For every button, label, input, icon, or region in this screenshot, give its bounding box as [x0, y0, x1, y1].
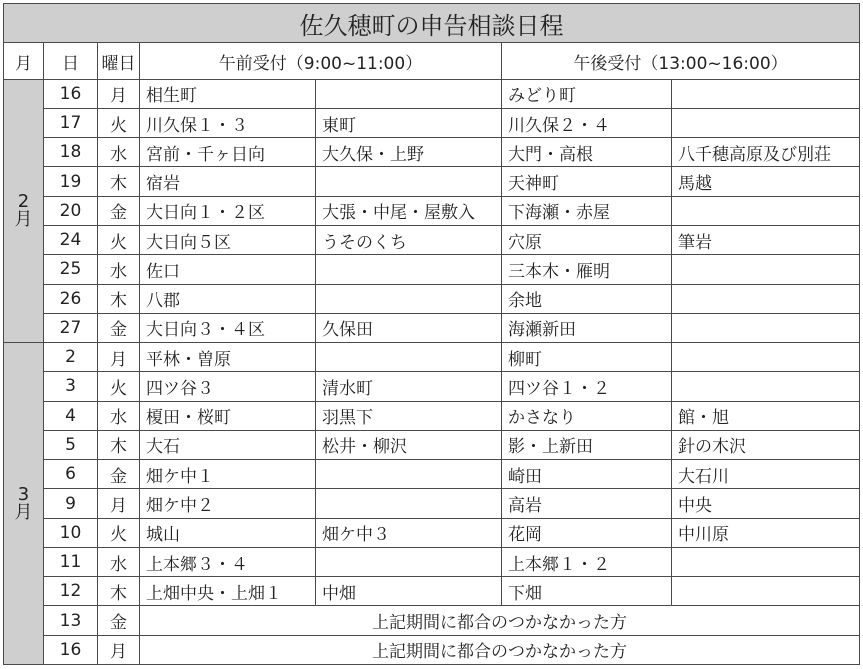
day-cell: 19 [44, 167, 98, 196]
weekday-cell: 金 [98, 313, 140, 342]
pm-district-cell [672, 343, 860, 372]
pm-district-cell: 余地 [502, 284, 672, 313]
table-row [4, 606, 860, 635]
weekday-cell: 水 [98, 138, 140, 167]
table-row [4, 226, 860, 255]
weekday-cell: 木 [98, 577, 140, 606]
table-row [4, 372, 860, 401]
weekday-cell: 水 [98, 547, 140, 576]
merged-note-cell: 上記期間に都合のつかなかった方 [140, 606, 860, 635]
table-row [4, 430, 860, 459]
am-district-cell: 松井・柳沢 [316, 430, 502, 459]
table-row [4, 138, 860, 167]
pm-district-cell: みどり町 [502, 79, 672, 108]
am-district-cell: 宮前・千ヶ日向 [140, 138, 316, 167]
am-district-cell: 相生町 [140, 79, 316, 108]
table-row [4, 518, 860, 547]
am-district-cell: 畑ケ中３ [316, 518, 502, 547]
header-weekday: 曜日 [98, 43, 140, 79]
day-cell: 13 [44, 606, 98, 635]
weekday-cell: 木 [98, 284, 140, 313]
pm-district-cell: 川久保２・４ [502, 108, 672, 137]
am-district-cell: 羽黒下 [316, 401, 502, 430]
am-district-cell: 大石 [140, 430, 316, 459]
pm-district-cell [672, 284, 860, 313]
pm-district-cell [672, 313, 860, 342]
month-number: 3 [17, 483, 30, 505]
am-district-cell [316, 167, 502, 196]
weekday-cell: 火 [98, 226, 140, 255]
header-month: 月 [4, 43, 44, 79]
weekday-cell: 月 [98, 79, 140, 108]
header-row [4, 43, 860, 79]
am-district-cell [316, 343, 502, 372]
pm-district-cell: 上本郷１・２ [502, 547, 672, 576]
am-district-cell [316, 547, 502, 576]
weekday-cell: 火 [98, 108, 140, 137]
am-district-cell [316, 79, 502, 108]
pm-district-cell: 穴原 [502, 226, 672, 255]
am-district-cell: 四ツ谷３ [140, 372, 316, 401]
am-district-cell: 八郡 [140, 284, 316, 313]
pm-district-cell: 大石川 [672, 460, 860, 489]
day-cell: 18 [44, 138, 98, 167]
am-district-cell: 榎田・桜町 [140, 401, 316, 430]
day-cell: 16 [44, 635, 98, 664]
weekday-cell: 木 [98, 167, 140, 196]
page-title: 佐久穂町の申告相談日程 [4, 4, 860, 43]
pm-district-cell: 柳町 [502, 343, 672, 372]
am-district-cell: 清水町 [316, 372, 502, 401]
pm-district-cell: 針の木沢 [672, 430, 860, 459]
header-day: 日 [44, 43, 98, 79]
header-pm: 午後受付（13:00~16:00） [502, 43, 860, 79]
pm-district-cell: 馬越 [672, 167, 860, 196]
pm-district-cell: 三本木・雁明 [502, 255, 672, 284]
pm-district-cell: 花岡 [502, 518, 672, 547]
pm-district-cell: 中川原 [672, 518, 860, 547]
pm-district-cell: 中央 [672, 489, 860, 518]
day-cell: 10 [44, 518, 98, 547]
month-label [4, 79, 44, 342]
pm-district-cell: 下海瀬・赤屋 [502, 196, 672, 225]
table-row [4, 79, 860, 108]
month-number: 2 [17, 190, 30, 212]
pm-district-cell [672, 79, 860, 108]
am-district-cell: 上本郷３・４ [140, 547, 316, 576]
weekday-cell: 金 [98, 460, 140, 489]
pm-district-cell: 海瀬新田 [502, 313, 672, 342]
table-row [4, 547, 860, 576]
table-row [4, 489, 860, 518]
weekday-cell: 水 [98, 401, 140, 430]
table-row [4, 577, 860, 606]
am-district-cell: 大日向１・２区 [140, 196, 316, 225]
am-district-cell: 畑ケ中１ [140, 460, 316, 489]
am-district-cell: 平林・曽原 [140, 343, 316, 372]
month-label [4, 343, 44, 665]
am-district-cell: 宿岩 [140, 167, 316, 196]
month-unit: 月 [14, 501, 33, 523]
weekday-cell: 火 [98, 372, 140, 401]
table-row [4, 196, 860, 225]
day-cell: 5 [44, 430, 98, 459]
day-cell: 20 [44, 196, 98, 225]
pm-district-cell: 天神町 [502, 167, 672, 196]
am-district-cell: 大張・中尾・屋敷入 [316, 196, 502, 225]
pm-district-cell [672, 108, 860, 137]
pm-district-cell: 四ツ谷１・２ [502, 372, 672, 401]
day-cell: 4 [44, 401, 98, 430]
am-district-cell: 東町 [316, 108, 502, 137]
pm-district-cell [672, 255, 860, 284]
weekday-cell: 金 [98, 196, 140, 225]
am-district-cell: 久保田 [316, 313, 502, 342]
table-row [4, 167, 860, 196]
pm-district-cell [672, 547, 860, 576]
am-district-cell [316, 284, 502, 313]
table-row [4, 460, 860, 489]
weekday-cell: 月 [98, 343, 140, 372]
weekday-cell: 木 [98, 430, 140, 459]
am-district-cell: 城山 [140, 518, 316, 547]
am-district-cell: 大日向３・４区 [140, 313, 316, 342]
pm-district-cell: 影・上新田 [502, 430, 672, 459]
weekday-cell: 水 [98, 255, 140, 284]
table-row [4, 284, 860, 313]
am-district-cell: 畑ケ中２ [140, 489, 316, 518]
day-cell: 16 [44, 79, 98, 108]
am-district-cell: 大久保・上野 [316, 138, 502, 167]
pm-district-cell: 下畑 [502, 577, 672, 606]
day-cell: 12 [44, 577, 98, 606]
table-row [4, 313, 860, 342]
day-cell: 24 [44, 226, 98, 255]
pm-district-cell: 筆岩 [672, 226, 860, 255]
month-unit: 月 [14, 208, 33, 230]
pm-district-cell: かさなり [502, 401, 672, 430]
am-district-cell: うそのくち [316, 226, 502, 255]
header-am: 午前受付（9:00~11:00） [140, 43, 502, 79]
pm-district-cell: 八千穂高原及び別荘 [672, 138, 860, 167]
day-cell: 3 [44, 372, 98, 401]
day-cell: 27 [44, 313, 98, 342]
pm-district-cell [672, 196, 860, 225]
day-cell: 2 [44, 343, 98, 372]
weekday-cell: 火 [98, 518, 140, 547]
table-row [4, 255, 860, 284]
am-district-cell [316, 460, 502, 489]
table-row [4, 401, 860, 430]
weekday-cell: 月 [98, 635, 140, 664]
am-district-cell: 佐口 [140, 255, 316, 284]
day-cell: 17 [44, 108, 98, 137]
day-cell: 25 [44, 255, 98, 284]
day-cell: 9 [44, 489, 98, 518]
am-district-cell [316, 255, 502, 284]
pm-district-cell [672, 372, 860, 401]
am-district-cell: 大日向５区 [140, 226, 316, 255]
pm-district-cell: 高岩 [502, 489, 672, 518]
table-row [4, 635, 860, 664]
am-district-cell: 上畑中央・上畑１ [140, 577, 316, 606]
pm-district-cell: 館・旭 [672, 401, 860, 430]
table-row [4, 108, 860, 137]
table-row [4, 343, 860, 372]
pm-district-cell [672, 577, 860, 606]
merged-note-cell: 上記期間に都合のつかなかった方 [140, 635, 860, 664]
day-cell: 11 [44, 547, 98, 576]
am-district-cell [316, 489, 502, 518]
schedule-table [3, 3, 860, 665]
am-district-cell: 中畑 [316, 577, 502, 606]
weekday-cell: 月 [98, 489, 140, 518]
am-district-cell: 川久保１・３ [140, 108, 316, 137]
weekday-cell: 金 [98, 606, 140, 635]
pm-district-cell: 大門・高根 [502, 138, 672, 167]
day-cell: 26 [44, 284, 98, 313]
pm-district-cell: 崎田 [502, 460, 672, 489]
day-cell: 6 [44, 460, 98, 489]
